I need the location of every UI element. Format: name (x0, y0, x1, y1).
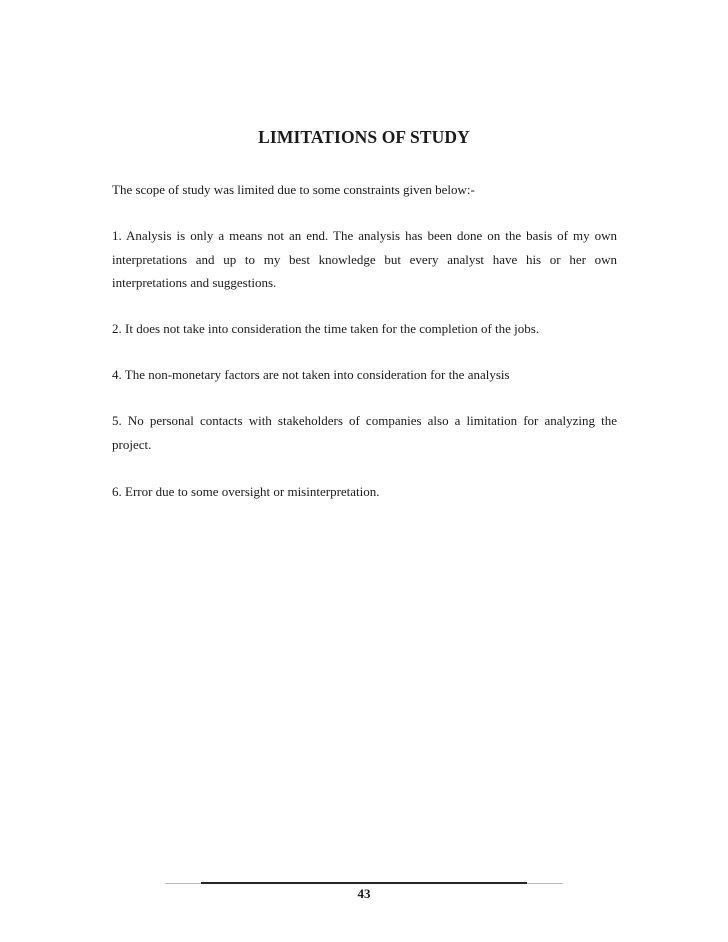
footer-rule-right (527, 883, 563, 884)
limitation-item-1: 1. Analysis is only a means not an end. The analysis has been done on the basis of my own interpretations and up to my best knowledge but every analyst have his or her own interpretations and suggestions. (112, 228, 617, 290)
limitation-item-6: 6. Error due to some oversight or misinterpretation. (112, 484, 380, 499)
limitation-item-4: 4. The non-monetary factors are not taken into consideration for the analysis (112, 367, 510, 382)
page-title: LIMITATIONS OF STUDY (258, 127, 470, 147)
footer-rule-left (165, 883, 201, 884)
page-number: 43 (357, 886, 371, 901)
limitation-item-2: 2. It does not take into consideration the time taken for the completion of the jobs. (112, 321, 540, 336)
footer-rule (201, 882, 527, 884)
limitation-item-5: 5. No personal contacts with stakeholders of companies also a limitation for analyzing the project. (112, 413, 617, 452)
intro-paragraph: The scope of study was limited due to some constraints given below:- (112, 182, 475, 197)
